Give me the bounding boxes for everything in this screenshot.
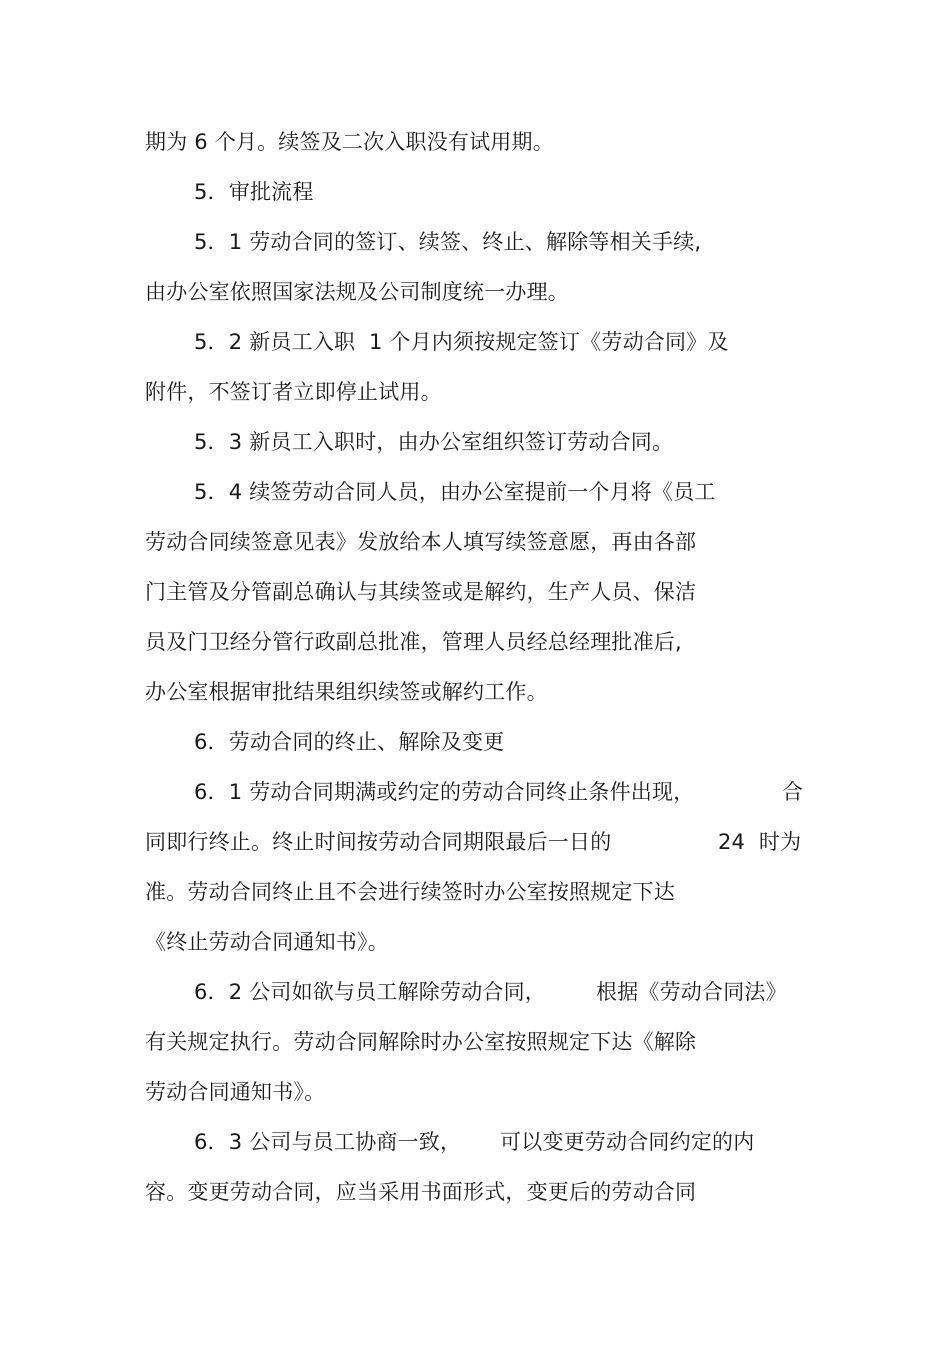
text-segment: 24 时为 (718, 830, 802, 854)
text-segment: 5．审批流程 (194, 180, 314, 204)
section-heading (0, 727, 505, 757)
text-segment: 5．4 续签劳动合同人员，由办公室提前一个月将《员工 (194, 480, 716, 504)
text-line (0, 227, 702, 257)
text-segment: 5．3 新员工入职时，由办公室组织签订劳动合同。 (194, 430, 674, 454)
text-segment: 准。劳动合同终止且不会进行续签时办公室按照规定下达 (145, 880, 675, 904)
text-segment: 员及门卫经分管行政副总批准，管理人员经总经理批准后, (145, 630, 682, 654)
text-line (0, 277, 569, 307)
text-line (0, 327, 729, 357)
text-line (0, 977, 787, 1007)
text-line (0, 377, 442, 407)
text-segment: 劳动合同通知书》。 (145, 1080, 326, 1104)
text-line (0, 1127, 755, 1157)
text-segment: 6．2 公司如欲与员工解除劳动合同， (194, 980, 546, 1004)
text-line (0, 127, 554, 157)
text-line (0, 677, 548, 707)
text-segment: 《终止劳动合同通知书》。 (145, 930, 389, 954)
text-line (0, 877, 675, 907)
text-segment: 办公室根据审批结果组织续签或解约工作。 (145, 680, 548, 704)
text-segment: 附件，不签订者立即停止试用。 (145, 380, 442, 404)
text-line (0, 1077, 326, 1107)
text-line (0, 927, 389, 957)
section-heading (0, 177, 314, 207)
text-segment: 6．3 公司与员工协商一致， (194, 1130, 462, 1154)
text-line (0, 627, 682, 657)
text-line (0, 1177, 697, 1207)
text-line (0, 477, 716, 507)
text-line (0, 1027, 697, 1057)
text-line (0, 827, 802, 857)
text-segment: 门主管及分管副总确认与其续签或是解约，生产人员、保洁 (145, 580, 697, 604)
text-segment: 6．劳动合同的终止、解除及变更 (194, 730, 505, 754)
text-segment: 5．1 劳动合同的签订、续签、终止、解除等相关手续, (194, 230, 702, 254)
text-line (0, 777, 804, 807)
text-segment: 同即行终止。终止时间按劳动合同期限最后一日的 (145, 830, 612, 854)
text-segment: 6．1 劳动合同期满或约定的劳动合同终止条件出现， (194, 780, 695, 804)
text-segment: 劳动合同续签意见表》发放给本人填写续签意愿，再由各部 (145, 530, 697, 554)
text-segment: 可以变更劳动合同约定的内 (500, 1130, 755, 1154)
text-segment: 有关规定执行。劳动合同解除时办公室按照规定下达《解除 (145, 1030, 697, 1054)
text-segment: 由办公室依照国家法规及公司制度统一办理。 (145, 280, 569, 304)
text-segment: 容。变更劳动合同，应当采用书面形式，变更后的劳动合同 (145, 1180, 697, 1204)
text-line (0, 427, 674, 457)
text-line (0, 577, 697, 607)
text-segment: 5．2 新员工入职 1 个月内须按规定签订《劳动合同》及 (194, 330, 729, 354)
text-segment: 期为 6 个月。续签及二次入职没有试用期。 (145, 130, 554, 154)
text-segment: 合 (782, 780, 804, 804)
text-segment: 根据《劳动合同法》 (596, 980, 787, 1004)
text-line (0, 527, 697, 557)
